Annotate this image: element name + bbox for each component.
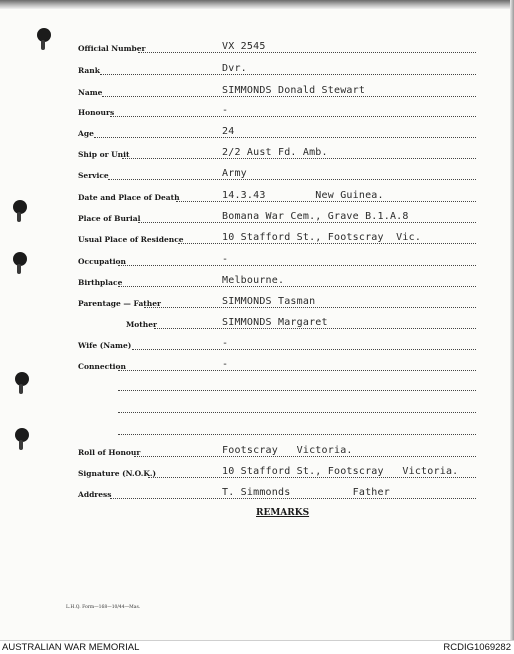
- field-value: -: [222, 338, 229, 349]
- field-label: Parentage — Father: [78, 299, 161, 308]
- dotted-line: [138, 51, 476, 53]
- field-value: 24: [222, 126, 235, 137]
- field-label: Birthplace: [78, 278, 123, 287]
- field-value: -: [222, 105, 229, 116]
- field-connection: [78, 358, 476, 372]
- scan-edge-top: [0, 0, 514, 9]
- field-value: 2/2 Aust Fd. Amb.: [222, 147, 328, 158]
- dotted-line: [100, 73, 476, 75]
- field-label: Name: [78, 88, 103, 97]
- field-place-of-burial: [78, 210, 476, 224]
- field-occupation: [78, 253, 476, 267]
- field-date-place-of-death: [78, 189, 476, 203]
- institution-name: AUSTRALIAN WAR MEMORIAL: [2, 642, 140, 653]
- field-value: 14.3.43 New Guinea.: [222, 190, 384, 201]
- field-label: Service: [78, 171, 109, 180]
- scan-edge-right: [510, 0, 514, 640]
- punch-hole: [13, 200, 27, 214]
- field-honours: [78, 104, 476, 118]
- punch-hole: [15, 372, 29, 386]
- field-value: Army: [222, 168, 247, 179]
- field-value: 10 Stafford St., Footscray Victoria.: [222, 466, 459, 477]
- connection-continuation-line: [118, 389, 476, 391]
- field-label: Ship or Unit: [78, 150, 130, 159]
- field-value: T. Simmonds Father: [222, 487, 390, 498]
- field-father: [78, 295, 476, 309]
- dotted-line: [118, 285, 476, 287]
- connection-continuation-line: [118, 411, 476, 413]
- field-label: Mother: [126, 320, 157, 329]
- dotted-line: [108, 178, 476, 180]
- field-roll-of-honour: [78, 444, 476, 458]
- field-age: [78, 125, 476, 139]
- archive-footer: [0, 640, 514, 654]
- field-label: Official Number: [78, 44, 146, 53]
- punch-hole: [13, 252, 27, 266]
- remarks-heading: REMARKS: [256, 508, 310, 518]
- field-label: Rank: [78, 66, 100, 75]
- field-wife: [78, 337, 476, 351]
- field-label: Place of Burial: [78, 214, 141, 223]
- field-value: Footscray Victoria.: [222, 445, 353, 456]
- record-id: RCDIG1069282: [443, 642, 511, 653]
- field-value: Dvr.: [222, 63, 247, 74]
- field-label: Occupation: [78, 257, 126, 266]
- field-mother: [78, 316, 476, 330]
- field-label: Signature (N.O.K.): [78, 469, 156, 478]
- dotted-line: [110, 115, 476, 117]
- field-label: Connection: [78, 362, 126, 371]
- field-label: Age: [78, 129, 94, 138]
- field-official-number: [78, 40, 476, 54]
- dotted-line: [118, 369, 476, 371]
- field-value: -: [222, 254, 229, 265]
- field-address: [78, 486, 476, 500]
- field-label: Usual Place of Residence: [78, 235, 184, 244]
- field-service: [78, 167, 476, 181]
- field-value: 10 Stafford St., Footscray Vic.: [222, 232, 422, 243]
- field-value: -: [222, 359, 229, 370]
- dotted-line: [132, 348, 476, 350]
- field-rank: [78, 62, 476, 76]
- dotted-line: [94, 136, 476, 138]
- field-value: Melbourne.: [222, 275, 285, 286]
- field-value: SIMMONDS Margaret: [222, 317, 328, 328]
- field-value: SIMMONDS Donald Stewart: [222, 85, 366, 96]
- field-label: Honours: [78, 108, 115, 117]
- field-name: [78, 84, 476, 98]
- field-ship-or-unit: [78, 146, 476, 160]
- punch-hole: [37, 28, 51, 42]
- field-value: SIMMONDS Tasman: [222, 296, 316, 307]
- field-label: Roll of Honour: [78, 448, 141, 457]
- field-label: Address: [78, 490, 112, 499]
- field-signature-nok: [78, 465, 476, 479]
- connection-continuation-line: [118, 433, 476, 435]
- field-usual-residence: [78, 231, 476, 245]
- field-value: Bomana War Cem., Grave B.1.A.8: [222, 211, 409, 222]
- punch-hole: [15, 428, 29, 442]
- dotted-line: [118, 264, 476, 266]
- field-label: Wife (Name): [78, 341, 132, 350]
- field-birthplace: [78, 274, 476, 288]
- field-value: VX 2545: [222, 41, 266, 52]
- field-label: Date and Place of Death: [78, 193, 180, 202]
- form-number: L.H.Q. Form—168—10/44—Mas.: [66, 605, 141, 610]
